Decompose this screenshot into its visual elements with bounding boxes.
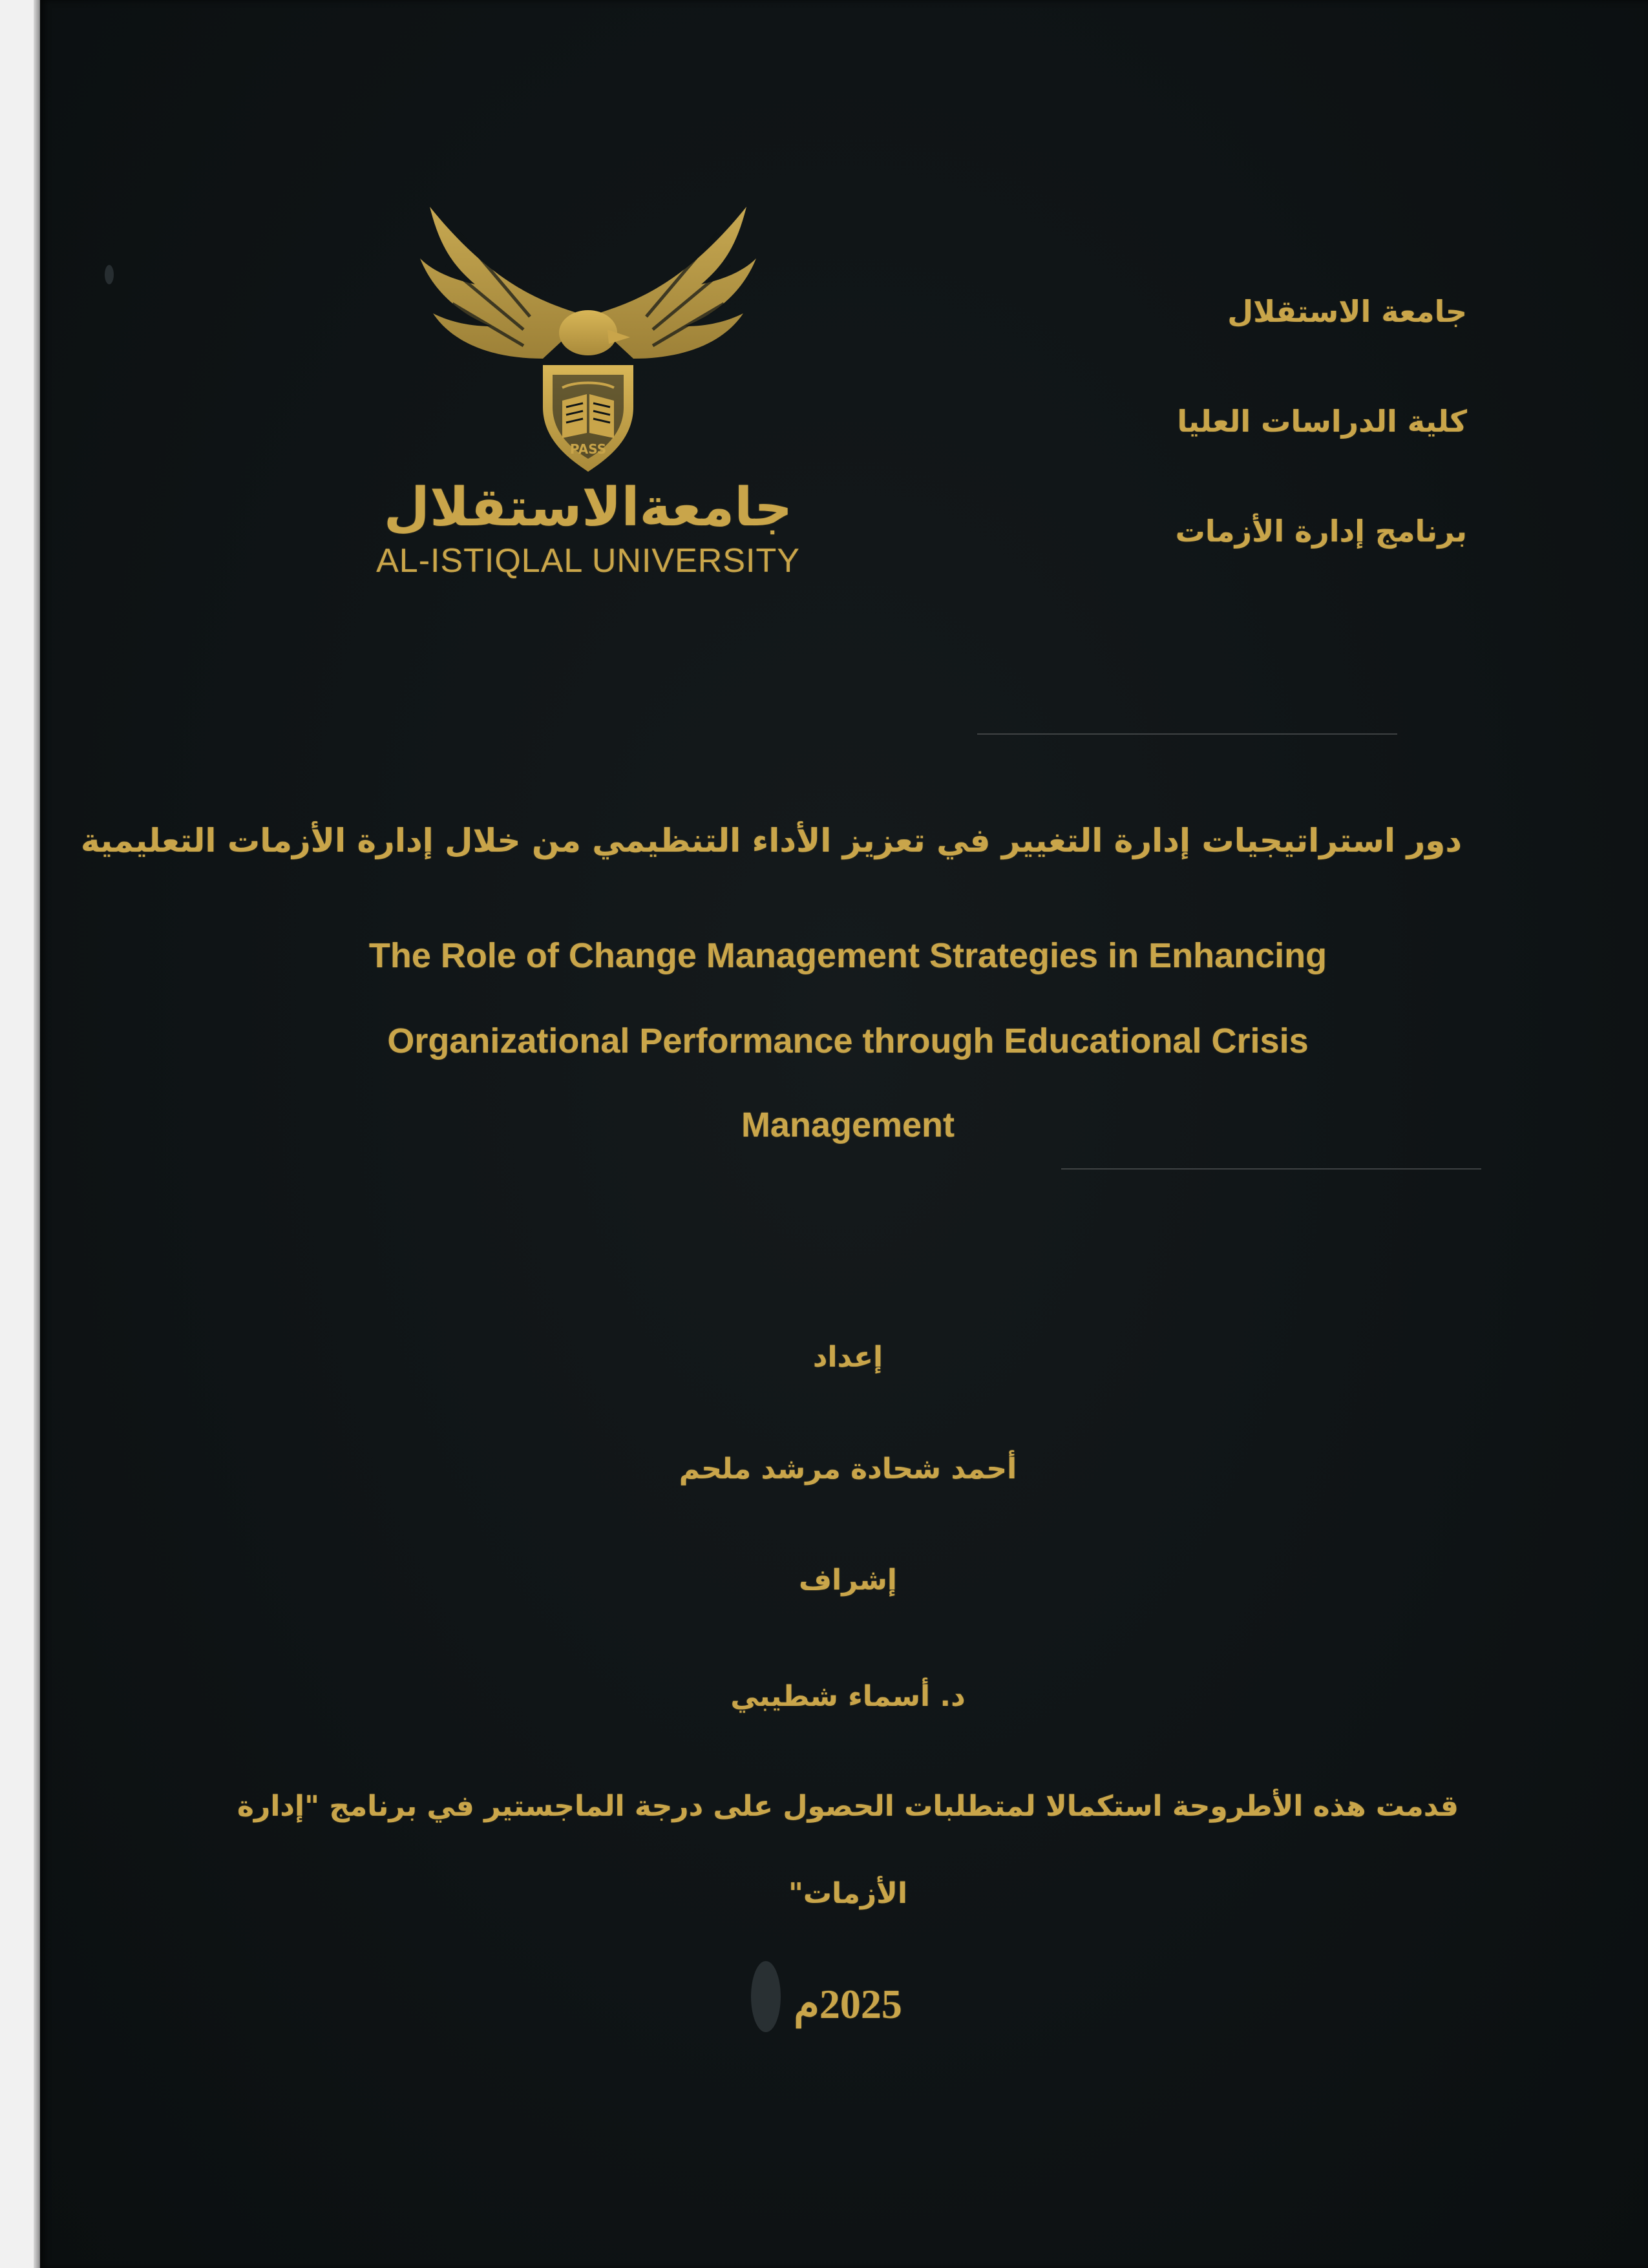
year: 2025م — [794, 1981, 902, 2027]
thesis-title-english-line1: The Role of Change Management Strategies in Enhancing — [368, 936, 1327, 975]
eagle-emblem-icon — [368, 194, 808, 491]
divider — [977, 733, 1397, 735]
supervisor-name: د. أسماء شطيبي — [730, 1680, 966, 1713]
author-name: أحمد شحادة مرشد ملحم — [679, 1453, 1017, 1486]
thesis-title-english-line3: Management — [741, 1106, 955, 1144]
submission-statement-line1: قدمت هذه الأطروحة استكمالا لمتطلبات الحصول على درجة الماجستير في برنامج "إدارة — [237, 1790, 1459, 1823]
logo-arabic-name: جامعةالاستقلال — [383, 477, 793, 538]
divider — [1061, 1168, 1481, 1170]
supervision-label: إشراف — [799, 1564, 897, 1597]
faculty-name: كلية الدراسات العليا — [1177, 404, 1467, 439]
thesis-title-english-line2: Organizational Performance through Educational Crisis — [387, 1022, 1309, 1060]
thesis-cover — [40, 0, 1648, 2268]
emblem-text: PASS — [569, 441, 607, 457]
program-name: برنامج إدارة الأزمات — [1175, 514, 1467, 549]
university-name: جامعة الاستقلال — [1227, 294, 1467, 329]
submission-statement-line2: الأزمات" — [788, 1877, 908, 1910]
thesis-title-arabic: دور استراتيجيات إدارة التغيير في تعزيز الأداء التنظيمي من خلال إدارة الأزمات التعليمية — [80, 822, 1462, 859]
prepared-by-label: إعداد — [812, 1341, 883, 1374]
logo-english-name: AL-ISTIQLAL UNIVERSITY — [376, 542, 800, 580]
scuff-mark — [105, 265, 114, 284]
